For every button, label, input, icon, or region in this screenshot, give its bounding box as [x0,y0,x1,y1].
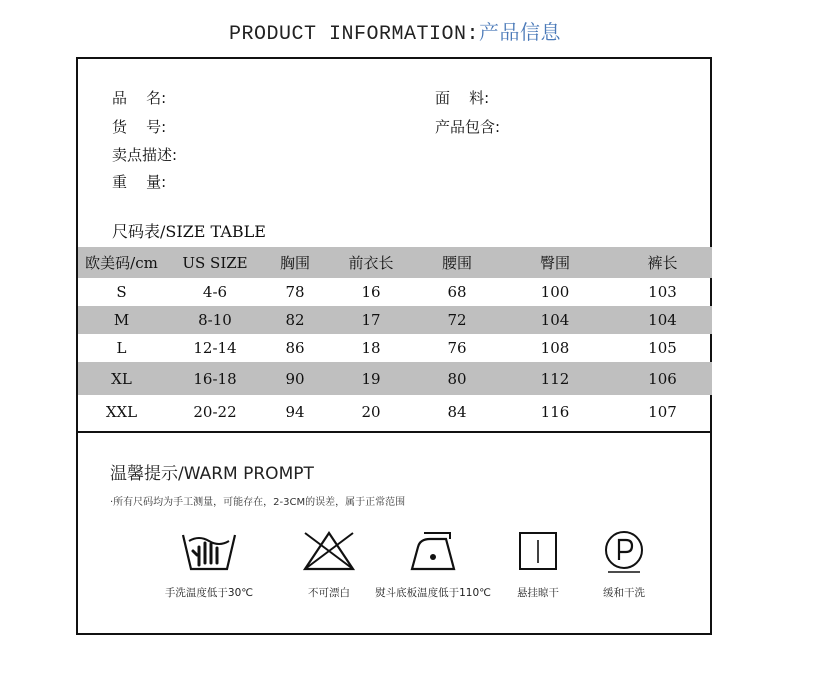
table-cell: 72 [417,306,497,334]
code-label: 货 号: [112,118,167,136]
table-cell: L [116,339,127,357]
care-label: 熨斗底板温度低于110℃ [375,587,491,599]
care-item-no-bleach [274,529,384,600]
header-cell: 臀围 [497,247,613,278]
header-cell: 腰围 [417,247,497,278]
table-cell: 105 [648,339,677,357]
table-cell: 106 [613,362,712,395]
table-cell: M [78,306,165,334]
table-cell: 18 [361,339,381,357]
table-cell: S [116,283,127,301]
care-item-hang-dry [498,529,578,600]
table-cell: 76 [447,339,467,357]
care-label: 缓和干洗 [603,587,645,599]
name-label: 品 名: [112,89,167,107]
warm-prompt-title: 温馨提示/WARM PROMPT [110,464,314,484]
hand-wash-icon [179,529,239,573]
table-cell: 19 [325,362,417,395]
table-cell: 8-10 [165,306,265,334]
table-row [78,306,712,334]
table-cell: 116 [540,402,570,421]
care-item-iron [374,529,492,600]
table-cell: 100 [540,283,570,301]
table-cell: 16 [361,283,381,301]
table-cell: 20 [361,402,381,421]
header-cell: 前衣长 [325,247,417,278]
care-item-dry-clean [584,529,664,600]
care-label: 手洗温度低于30℃ [164,587,254,599]
iron-icon [408,529,458,573]
table-cell: 86 [285,339,305,357]
warm-prompt-note: ·所有尺码均为手工测量，可能存在，2-3CM的误差，属于正常范围 [110,497,406,508]
table-cell: 84 [447,402,467,421]
title-chinese: 产品信息 [479,20,562,44]
fabric-label: 面 料: [435,89,490,107]
table-cell: 4-6 [202,283,228,301]
header-cell: 胸围 [265,247,325,278]
table-cell: 107 [648,402,677,421]
table-cell: 103 [648,283,677,301]
table-cell: 104 [613,306,712,334]
table-cell: XL [78,362,165,395]
table-cell: 90 [265,362,325,395]
package-label: 产品包含: [435,118,501,136]
header-cell: 裤长 [613,247,712,278]
page-title [0,16,790,46]
table-row [78,362,712,395]
size-table-header [78,247,712,278]
title-english: PRODUCT INFORMATION: [228,23,480,46]
table-row [78,278,712,306]
info-fabric [435,87,489,108]
table-cell: 108 [540,339,570,357]
table-cell: 16-18 [165,362,265,395]
dry-clean-icon [602,529,646,573]
table-cell: 20-22 [193,402,237,421]
info-weight [112,171,166,192]
care-item-hand-wash [144,529,274,600]
info-code [112,116,166,137]
table-cell: 80 [417,362,497,395]
product-info-card [76,57,712,635]
table-cell: 104 [497,306,613,334]
info-selling [112,144,177,165]
table-row [78,395,712,428]
table-cell: 112 [497,362,613,395]
table-cell: 68 [447,283,467,301]
table-cell: 12-14 [193,339,237,357]
info-package [435,116,500,137]
size-table-title: 尺码表/SIZE TABLE [112,222,266,241]
table-row [78,334,712,362]
table-cell: 17 [325,306,417,334]
header-cell: 欧美码/cm [78,247,165,278]
selling-label: 卖点描述: [112,146,178,164]
table-cell: 78 [285,283,305,301]
table-cell: 94 [285,402,305,421]
size-table [78,247,712,428]
no-bleach-icon [301,529,357,573]
section-divider [78,431,712,433]
care-label: 不可漂白 [308,587,350,599]
table-cell: 82 [265,306,325,334]
info-name [112,87,166,108]
care-label: 悬挂晾干 [517,587,559,599]
header-cell: US SIZE [165,247,265,278]
weight-label: 重 量: [112,173,167,191]
table-cell: XXL [105,402,138,421]
hang-dry-icon [517,529,559,573]
